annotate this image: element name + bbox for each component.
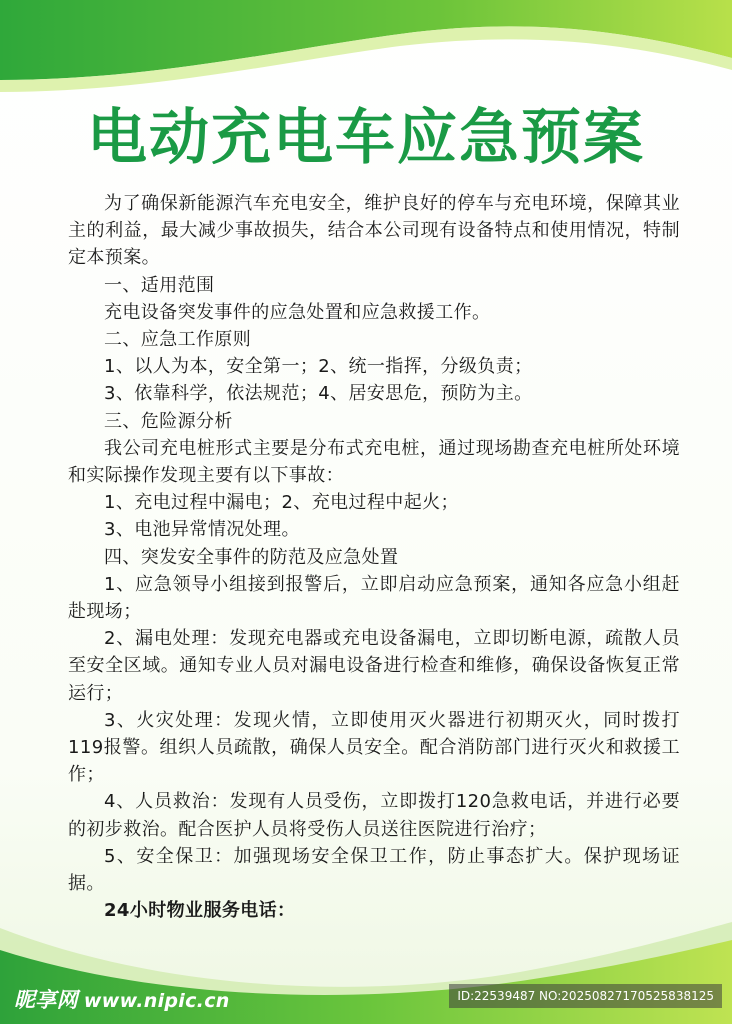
image-id-tag: ID:22539487 NO:20250827170525838125 xyxy=(449,984,722,1008)
list-item: 3、依靠科学，依法规范；4、居安思危，预防为主。 xyxy=(104,383,533,405)
watermark-url: www.nipic.cn xyxy=(83,990,230,1012)
list-item: 1、应急领导小组接到报警后，立即启动应急预案，通知各应急小组赶赴现场； xyxy=(68,573,680,623)
list-item: 4、人员救治：发现有人员受伤，立即拨打120急救电话，并进行必要的初步救治。配合医护人员将受伤人员送往医院进行治疗； xyxy=(68,791,680,840)
section-heading: 一、适用范围 xyxy=(104,274,215,296)
list-item: 5、安全保卫：加强现场安全保卫工作，防止事态扩大。保护现场证据。 xyxy=(68,845,680,895)
page-title: 电动充电车应急预案 xyxy=(87,103,645,173)
section-heading: 二、应急工作原则 xyxy=(104,329,252,351)
watermark-logo-text: 昵享网 xyxy=(14,988,78,1012)
service-phone-label: 24小时物业服务电话： xyxy=(104,900,296,922)
section-heading: 三、危险源分析 xyxy=(104,410,233,432)
list-item: 3、火灾处理：发现火情，立即使用灭火器进行初期灭火，同时拨打119报警。组织人员疏散，确保人员安全。配合消防部门进行灭火和救援工作； xyxy=(68,709,680,786)
list-item: 1、以人为本，安全第一；2、统一指挥，分级负责； xyxy=(104,356,533,378)
list-item: 2、漏电处理：发现充电器或充电设备漏电，立即切断电源，疏散人员至安全区域。通知专业人员对漏电设备进行检查和维修，确保设备恢复正常运行； xyxy=(68,628,680,704)
paragraph: 我公司充电桩形式主要是分布式充电桩，通过现场勘查充电桩所处环境和实际操作发现主要有以下事故： xyxy=(68,437,680,487)
watermark-logo xyxy=(14,984,230,1014)
document-body xyxy=(68,190,680,924)
section-heading: 四、突发安全事件的防范及应急处置 xyxy=(104,546,399,568)
list-item: 3、电池异常情况处理。 xyxy=(104,519,300,541)
paragraph-intro: 为了确保新能源汽车充电安全，维护良好的停车与充电环境，保障其业主的利益，最大减少事故损失，结合本公司现有设备特点和使用情况，特制定本预案。 xyxy=(68,193,680,269)
list-item: 1、充电过程中漏电；2、充电过程中起火； xyxy=(104,492,459,514)
paragraph: 充电设备突发事件的应急处置和应急救援工作。 xyxy=(104,301,491,323)
